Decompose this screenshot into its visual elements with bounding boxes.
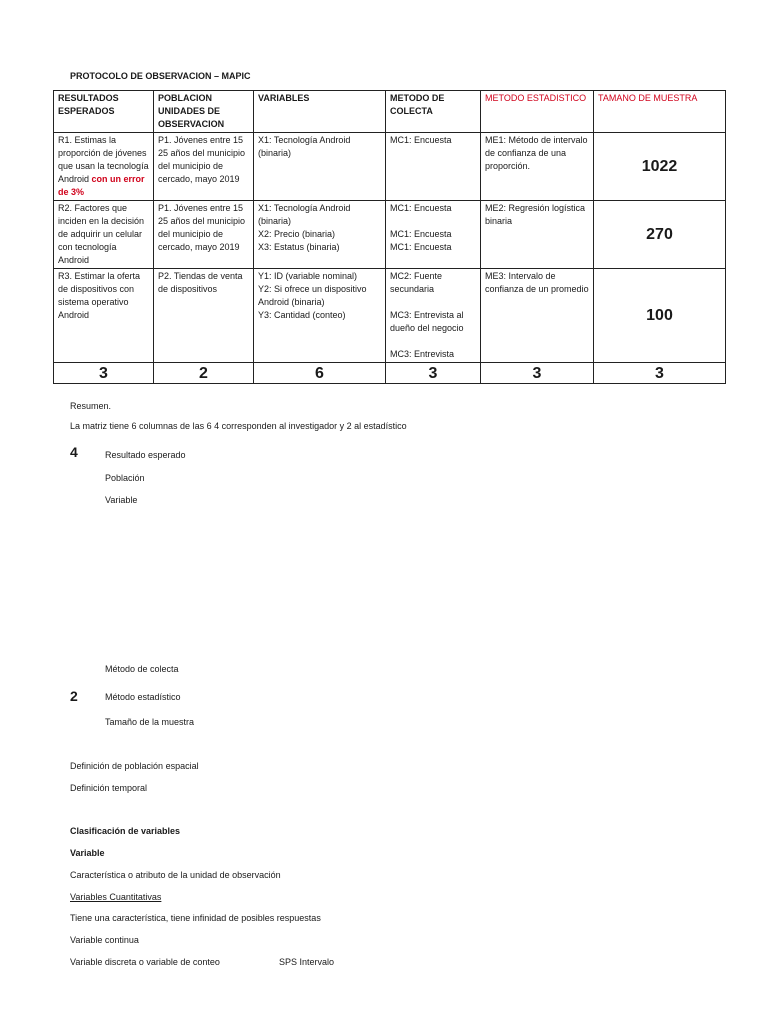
list-item: Variable bbox=[105, 495, 138, 505]
variable-line: X1: Tecnología Android (binaria) bbox=[258, 203, 351, 226]
sps-intervalo-label: SPS Intervalo bbox=[279, 957, 335, 967]
cuantitativas-heading: Variables Cuantitativas bbox=[70, 892, 162, 902]
cell-variables bbox=[254, 133, 386, 201]
resumen-label: Resumen. bbox=[70, 401, 112, 411]
cell-tamano: 100 bbox=[594, 269, 726, 363]
variable-continua-label: Variable continua bbox=[70, 935, 139, 945]
metodo-colecta-line: MC1: Encuesta bbox=[390, 203, 452, 213]
cell-variables bbox=[254, 269, 386, 363]
list-item: Resultado esperado bbox=[105, 450, 186, 460]
variable-line: X3: Estatus (binaria) bbox=[258, 242, 340, 252]
document-title: PROTOCOLO DE OBSERVACION – MAPIC bbox=[70, 71, 251, 81]
cell-resultado: R2. Factores que inciden en la decisión de adquirir un celular con tecnología Android bbox=[54, 201, 154, 269]
total-cell: 3 bbox=[481, 363, 594, 384]
metodo-colecta-line: MC1: Encuesta bbox=[390, 229, 452, 239]
cell-tamano: 270 bbox=[594, 201, 726, 269]
table-totals-row bbox=[54, 363, 726, 384]
cell-variables bbox=[254, 201, 386, 269]
matriz-description: La matriz tiene 6 columnas de las 6 4 corresponden al investigador y 2 al estadístico bbox=[70, 421, 407, 431]
metodo-colecta-line: MC1: Encuesta bbox=[390, 135, 452, 145]
cell-metodo-colecta bbox=[386, 133, 481, 201]
metodo-colecta-line: MC1: Encuesta bbox=[390, 242, 452, 252]
cell-metodo-estadistico: ME3: Intervalo de confianza de un promedio bbox=[481, 269, 594, 363]
variable-heading: Variable bbox=[70, 848, 105, 858]
variable-line: Y3: Cantidad (conteo) bbox=[258, 310, 346, 320]
list-item: Tamaño de la muestra bbox=[105, 717, 195, 727]
table-header-row bbox=[54, 91, 726, 133]
cell-metodo-colecta bbox=[386, 269, 481, 363]
table-row bbox=[54, 201, 726, 269]
cell-poblacion: P1. Jóvenes entre 15 25 años del municipio del municipio de cercado, mayo 2019 bbox=[154, 133, 254, 201]
list-item: Población bbox=[105, 473, 145, 483]
section-heading-clasificacion: Clasificación de variables bbox=[70, 826, 181, 836]
header-metodo-colecta: METODO DE COLECTA bbox=[386, 91, 481, 133]
cell-metodo-estadistico: ME1: Método de intervalo de confianza de una proporción. bbox=[481, 133, 594, 201]
cell-tamano: 1022 bbox=[594, 133, 726, 201]
table-row bbox=[54, 133, 726, 201]
total-cell: 3 bbox=[54, 363, 154, 384]
cuantitativas-definition: Tiene una característica, tiene infinidad de posibles respuestas bbox=[70, 913, 321, 923]
variable-discreta-label: Variable discreta o variable de conteo bbox=[70, 957, 220, 967]
variable-line: Y2: Si ofrece un dispositivo Android (binaria) bbox=[258, 284, 367, 307]
group-count-investigador: 4 bbox=[70, 444, 78, 460]
observation-matrix-table bbox=[53, 90, 726, 384]
resultado-text: R1. Estimas la proporción de jóvenes que usan la tecnología Android bbox=[58, 135, 149, 184]
metodo-colecta-line: MC2: Fuente secundaria bbox=[390, 271, 443, 294]
header-tamano-muestra: TAMANO DE MUESTRA bbox=[594, 91, 726, 133]
variable-definition: Característica o atributo de la unidad de observación bbox=[70, 870, 281, 880]
header-variables: VARIABLES bbox=[254, 91, 386, 133]
total-cell: 3 bbox=[386, 363, 481, 384]
header-metodo-estadistico: METODO ESTADISTICO bbox=[481, 91, 594, 133]
cell-resultado bbox=[54, 133, 154, 201]
total-cell: 6 bbox=[254, 363, 386, 384]
variable-line: Y1: ID (variable nominal) bbox=[258, 271, 358, 281]
total-cell: 3 bbox=[594, 363, 726, 384]
definition-line: Definición temporal bbox=[70, 783, 148, 793]
cell-metodo-estadistico: ME2: Regresión logística binaria bbox=[481, 201, 594, 269]
header-resultados: RESULTADOS ESPERADOS bbox=[54, 91, 154, 133]
cell-metodo-colecta bbox=[386, 201, 481, 269]
metodo-colecta-line: MC3: Entrevista al dueño del negocio bbox=[390, 310, 464, 333]
total-cell: 2 bbox=[154, 363, 254, 384]
resultado-highlight: con un error de 3% bbox=[58, 174, 145, 197]
table-row bbox=[54, 269, 726, 363]
list-item: Método estadístico bbox=[105, 692, 181, 702]
cell-poblacion: P2. Tiendas de venta de dispositivos bbox=[154, 269, 254, 363]
variable-line: X1: Tecnología Android (binaria) bbox=[258, 135, 351, 158]
metodo-colecta-line: MC3: Entrevista bbox=[390, 349, 455, 359]
list-item: Método de colecta bbox=[105, 664, 179, 674]
group-count-estadistico: 2 bbox=[70, 688, 78, 704]
cell-poblacion: P1. Jóvenes entre 15 25 años del municipio del municipio de cercado, mayo 2019 bbox=[154, 201, 254, 269]
cell-resultado: R3. Estimar la oferta de dispositivos con sistema operativo Android bbox=[54, 269, 154, 363]
definition-line: Definición de población espacial bbox=[70, 761, 199, 771]
variable-line: X2: Precio (binaria) bbox=[258, 229, 336, 239]
header-poblacion: POBLACION UNIDADES DE OBSERVACION bbox=[154, 91, 254, 133]
